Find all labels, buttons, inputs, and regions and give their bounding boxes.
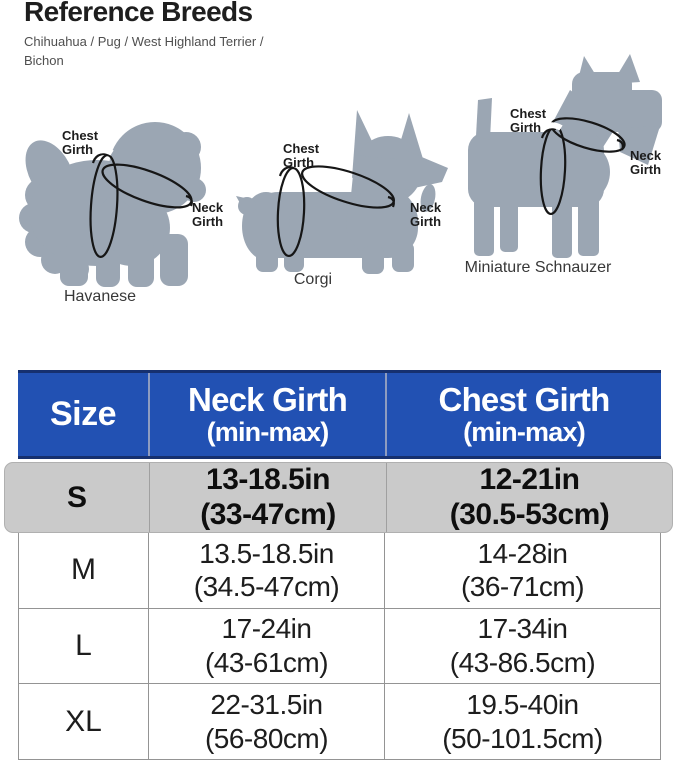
neck-cm: (43-61cm) <box>204 647 329 678</box>
corgi-neck-girth-label <box>410 201 441 230</box>
neck-inches: 17-24in <box>221 613 312 645</box>
label-line: Neck <box>410 200 442 215</box>
label-line: Chest <box>510 106 547 121</box>
breed-name-schnauzer: Miniature Schnauzer <box>464 259 612 276</box>
table-row-size-xl <box>19 683 660 759</box>
schnauzer-chest-girth-label <box>510 107 546 136</box>
havanese-silhouette-icon <box>15 122 206 287</box>
chest-girth-cell <box>384 684 660 759</box>
size-table-header <box>18 370 661 459</box>
neck-cm: (33-47cm) <box>200 497 336 531</box>
label-line: Girth <box>62 142 94 158</box>
chest-cm: (43-86.5cm) <box>449 647 596 678</box>
size-cell: M <box>71 553 96 587</box>
column-header-neck-girth-title: Neck Girth <box>188 381 347 418</box>
neck-cm: (34.5-47cm) <box>193 571 340 603</box>
corgi-silhouette-icon <box>236 110 448 274</box>
chest-girth-cell <box>386 463 672 532</box>
label-line: Girth <box>630 162 662 178</box>
column-header-chest-girth-range: (min-max) <box>463 417 585 447</box>
neck-cm: (56-80cm) <box>204 722 329 754</box>
chest-inches: 19.5-40in <box>466 689 579 721</box>
havanese-girth-gap <box>96 150 112 153</box>
chest-girth-cell <box>384 533 660 608</box>
neck-girth-cell <box>148 684 384 759</box>
size-table-body <box>18 533 661 760</box>
size-cell: XL <box>65 704 102 738</box>
schnauzer-neck-girth-label <box>630 149 661 178</box>
column-header-neck-girth-range: (min-max) <box>206 417 329 447</box>
label-line: Neck <box>630 148 662 163</box>
corgi-chest-girth-label <box>283 142 319 171</box>
chest-cm: (50-101.5cm) <box>442 722 603 754</box>
column-header-neck-girth <box>148 373 385 456</box>
size-cell: S <box>66 480 87 514</box>
label-line: Girth <box>410 214 442 230</box>
label-line: Girth <box>510 120 542 136</box>
table-row-size-s-highlighted <box>4 462 673 533</box>
neck-inches: 13.5-18.5in <box>199 537 334 569</box>
neck-girth-cell <box>149 463 386 532</box>
label-line: Girth <box>283 155 315 171</box>
subtitle-line-1: Chihuahua / Pug / West Highland Terrier / <box>24 34 264 49</box>
chest-inches: 12-21in <box>479 463 580 496</box>
chest-cm: (30.5-53cm) <box>449 497 610 531</box>
breed-name-havanese: Havanese <box>63 288 137 305</box>
label-line: Chest <box>283 141 320 156</box>
label-line: Chest <box>62 128 99 143</box>
neck-girth-cell <box>148 609 384 684</box>
column-header-size: Size <box>49 395 117 433</box>
label-line: Neck <box>192 200 224 215</box>
page-title: Reference Breeds <box>24 0 253 27</box>
neck-inches: 13-18.5in <box>206 463 330 496</box>
neck-girth-cell <box>148 533 384 608</box>
column-header-chest-girth <box>385 373 661 456</box>
chest-cm: (36-71cm) <box>460 571 585 603</box>
havanese-chest-girth-label <box>62 129 98 158</box>
neck-inches: 22-31.5in <box>210 689 323 721</box>
chest-girth-cell <box>384 609 660 684</box>
chest-inches: 17-34in <box>477 613 568 645</box>
size-cell: L <box>75 629 92 662</box>
table-row-size-l <box>19 608 660 684</box>
chest-inches: 14-28in <box>477 537 568 569</box>
table-row-size-m <box>19 533 660 608</box>
label-line: Girth <box>192 214 224 230</box>
subtitle-line-2: Bichon <box>24 52 64 68</box>
breed-name-corgi: Corgi <box>293 271 333 288</box>
havanese-neck-girth-label <box>192 201 223 230</box>
schnauzer-girth-gap <box>545 125 561 128</box>
column-header-chest-girth-title: Chest Girth <box>438 381 610 418</box>
